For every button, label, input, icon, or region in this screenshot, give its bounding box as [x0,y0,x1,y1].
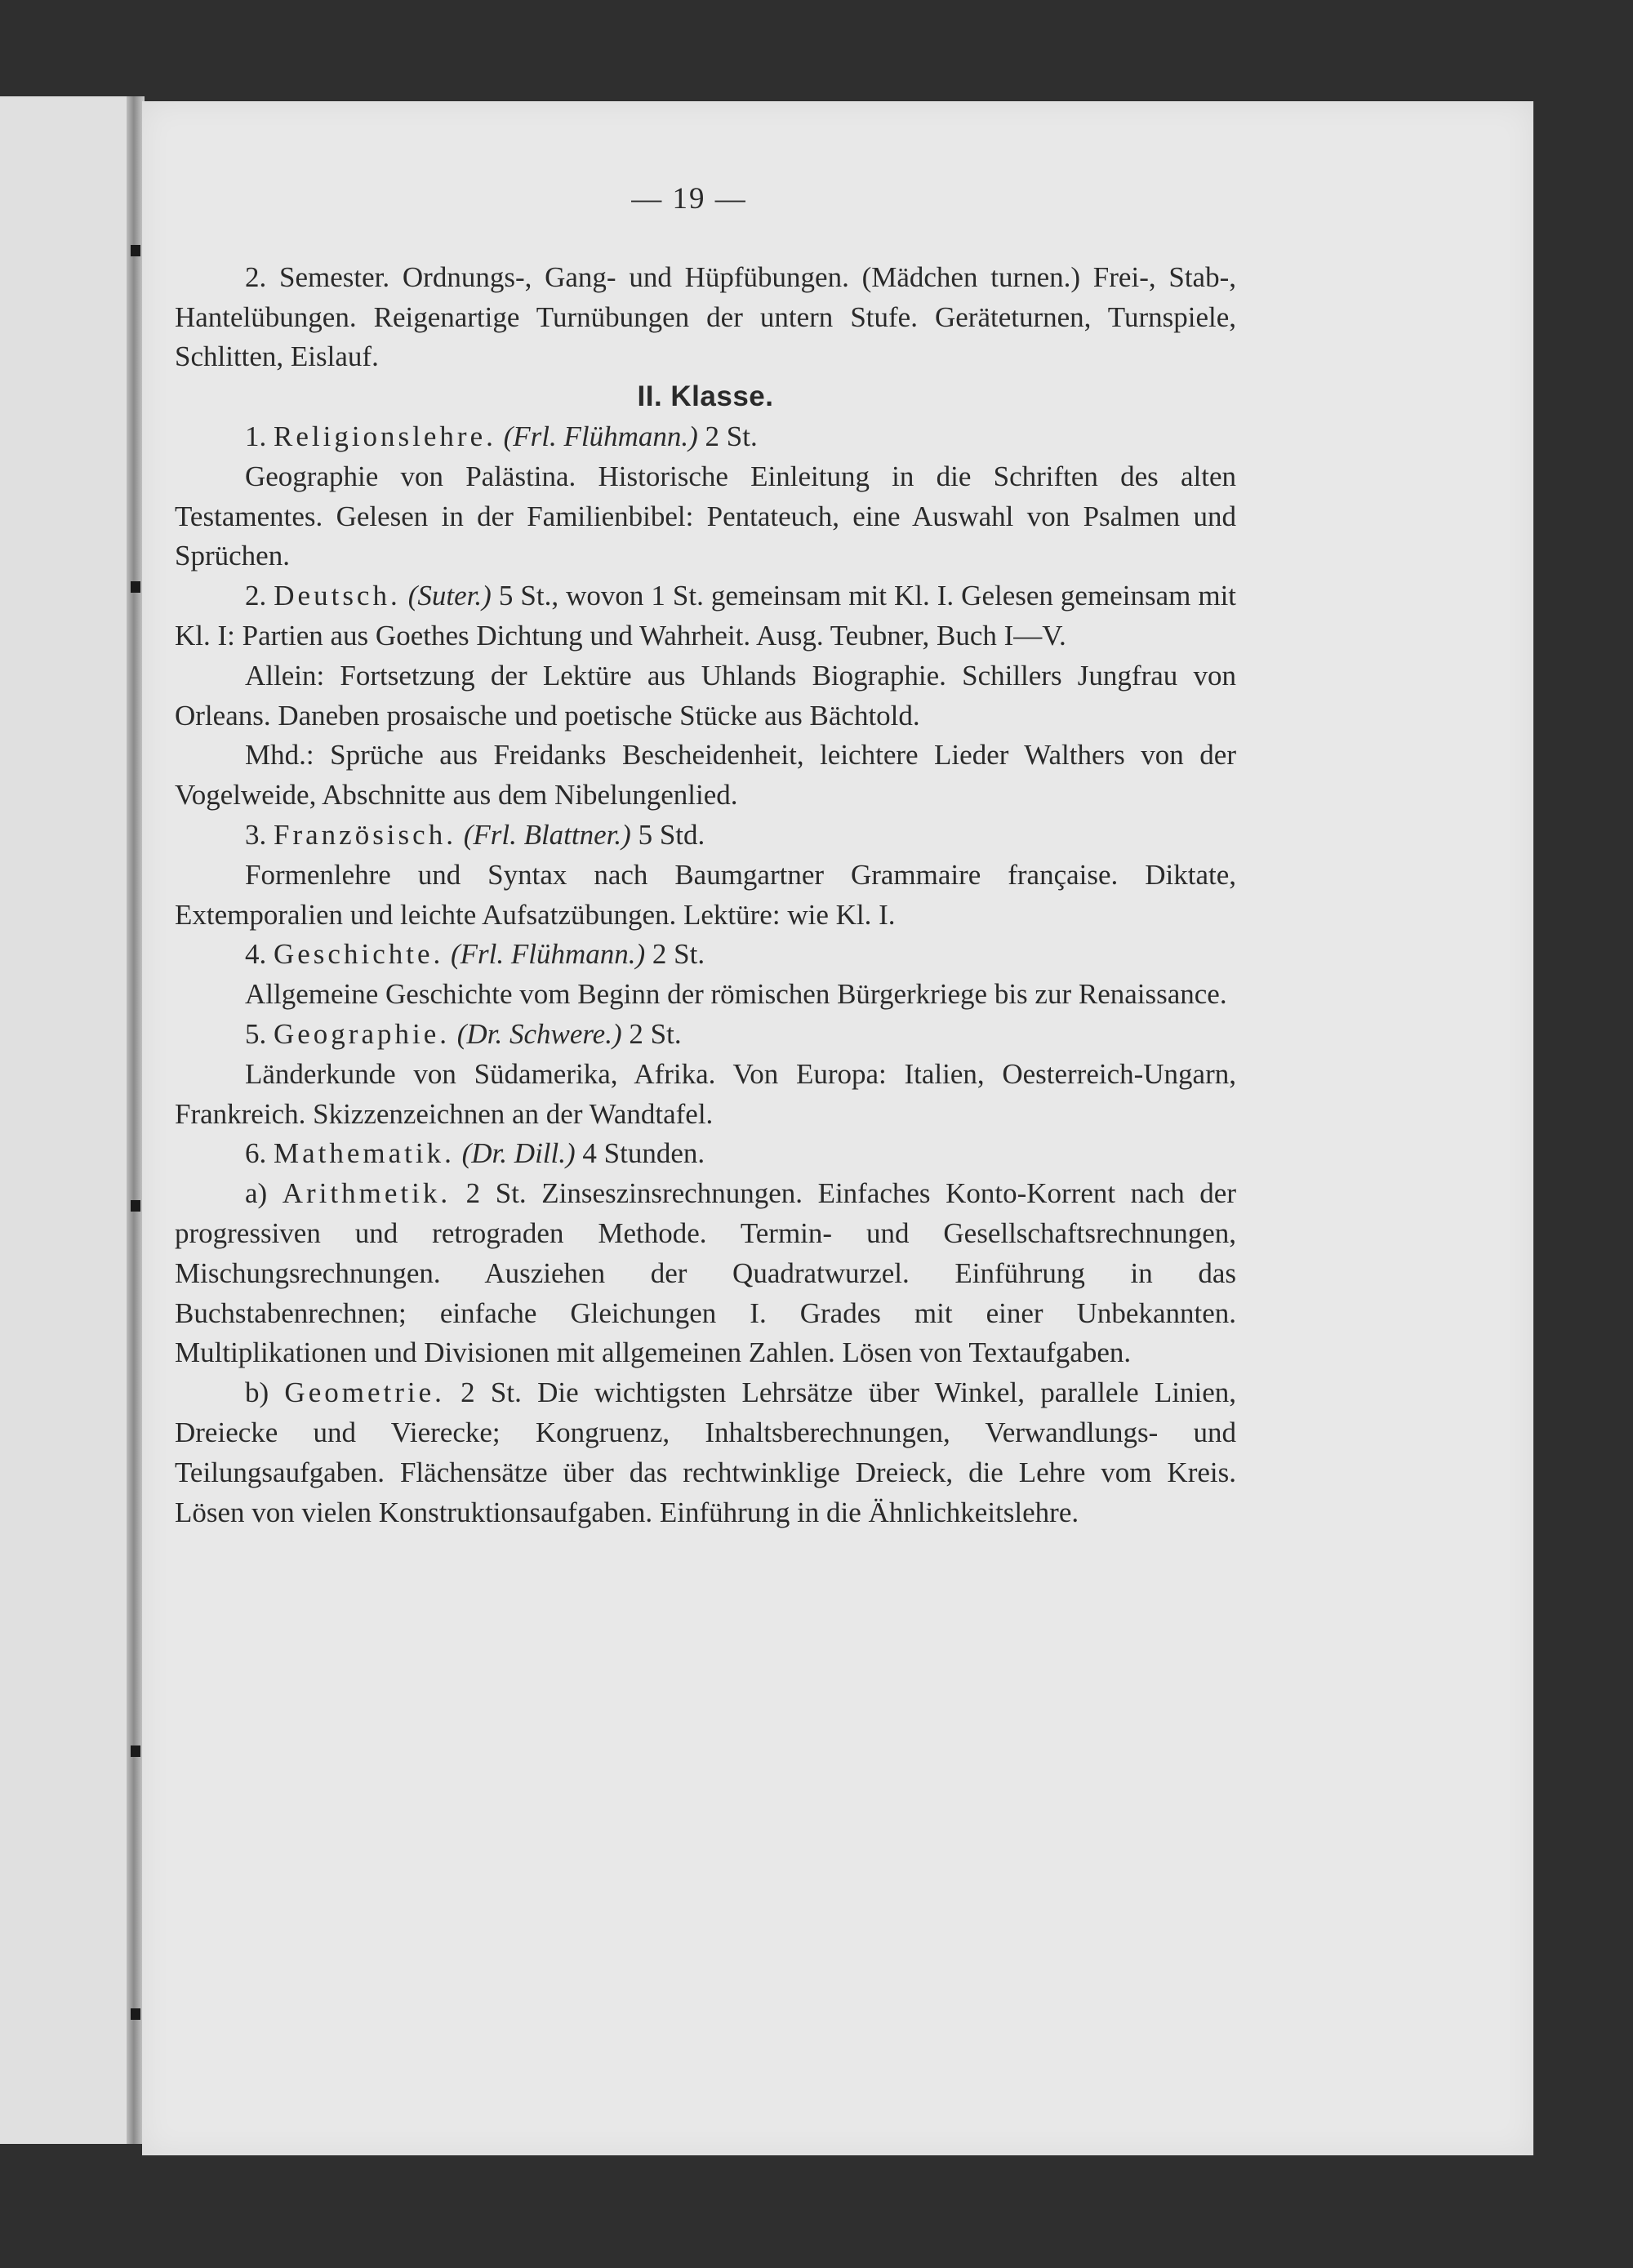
subject-description: Länderkunde von Südamerika, Afrika. Von Europa: Italien, Oesterreich-Ungarn, Frankreich. Skizzenzeichnen an der Wandtafel. [175,1057,1236,1130]
subject-heading-line [175,1015,1236,1055]
subject-description: Allgemeine Geschichte vom Beginn der römischen Bürgerkriege bis zur Renaissance. [245,978,1227,1011]
section-number: 6. [245,1137,267,1170]
math-part-text: 2 St. Zinseszinsrechnungen. Einfaches Konto-Korrent nach der progressiven und retrograden Methode. Termin- und Gesellschaftsrechnungen, Mischungsrechnungen. Ausziehen der Quadratwurzel. Einführung in das Buchstabenrechnen; einfache Gleichungen I. Grades mit einer Unbekannten. Multiplikationen und Divisionen mit allgemeinen Zahlen. Lösen von Textaufgaben. [175,1177,1236,1369]
section-number: 1. [245,420,267,452]
binding-mark [131,2008,140,2020]
hours: 2 St. [629,1017,682,1050]
subject-heading-line [175,935,1236,975]
subject-heading-line [175,417,1236,457]
subject-heading-line [175,816,1236,856]
class-heading: II. Klasse. [637,380,774,413]
math-part-label: b) [245,1376,269,1409]
binding-mark [131,581,140,593]
teacher-name: (Suter.) [407,580,492,612]
subject-heading-line [175,576,1236,656]
teacher-name: (Dr. Dill.) [461,1137,576,1170]
teacher-name: (Frl. Blattner.) [463,818,631,851]
binding-mark [131,1745,140,1757]
subject-name: Religionslehre. [274,420,496,452]
subject-description: Mhd.: Sprüche aus Freidanks Bescheidenheit, leichtere Lieder Walthers von der Vogelweide, Abschnitte aus dem Nibelungenlied. [175,739,1236,812]
math-parts [175,1174,1236,1532]
subject-name: Mathematik. [274,1137,455,1170]
teacher-name: (Dr. Schwere.) [456,1017,622,1050]
binding-mark [131,1200,140,1212]
math-part-paragraph [175,1174,1236,1373]
teacher-name: (Frl. Flühmann.) [450,938,646,971]
subject-name: Geschichte. [274,938,444,971]
subject-sections [175,417,1236,1174]
subject-heading-line [175,1134,1236,1174]
math-part-subject: Arithmetik. [282,1177,452,1210]
subject-name: Französisch. [274,818,456,851]
hours: 4 Stunden. [582,1137,705,1170]
subject-description: Formenlehre und Syntax nach Baumgartner Grammaire française. Diktate, Extemporalien und leichte Aufsatzübungen. Lektüre: wie Kl. I. [175,858,1236,931]
hours: 5 Std. [638,818,705,851]
subject-description: Allein: Fortsetzung der Lektüre aus Uhlands Biographie. Schillers Jungfrau von Orleans. Daneben prosaische und poetische Stücke aus Bächtold. [175,659,1236,732]
previous-page-edge [0,96,135,2144]
subject-description: Geographie von Palästina. Historische Einleitung in die Schriften des alten Testamentes. Gelesen in der Familienbibel: Pentateuch, eine Auswahl von Psalmen und Sprüchen. [175,460,1236,572]
binding-mark [131,245,140,256]
subject-name: Geographie. [274,1017,451,1050]
hours: 5 St., wovon 1 St. gemeinsam mit Kl. I. Gelesen gemeinsam mit Kl. I: Partien aus Goethes Dichtung und Wahrheit. Ausg. Teubner, Buch I—V. [175,580,1237,651]
subject-name: Deutsch. [274,580,401,612]
math-part-text: 2 St. Die wichtigsten Lehrsätze über Winkel, parallele Linien, Dreiecke und Vierecke; Kongruenz, Inhaltsberechnungen, Verwandlungs- und Teilungsaufgaben. Flächensätze über das rechtwinklige Dreieck, die Lehre vom Kreis. Lösen von vielen Konstruktionsaufgaben. Einführung in die Ähnlichkeitslehre. [175,1376,1237,1528]
section-number: 4. [245,938,267,971]
semester-paragraph: 2. Semester. Ordnungs-, Gang- und Hüpfübungen. (Mädchen turnen.) Frei-, Stab-, Hantelübungen. Reigenartige Turnübungen der untern Stufe. Geräteturnen, Turnspiele, Schlitten, Eislauf. [175,260,1236,373]
section-number: 5. [245,1017,267,1050]
hours: 2 St. [705,420,758,452]
teacher-name: (Frl. Flühmann.) [503,420,698,452]
page-number: — 19 — [631,182,747,216]
math-part-subject: Geometrie. [284,1376,445,1409]
section-number: 2. [245,580,267,612]
hours: 2 St. [652,938,705,971]
page-content [175,180,1236,1532]
math-part-label: a) [245,1177,268,1210]
math-part-paragraph [175,1373,1236,1532]
section-number: 3. [245,818,267,851]
